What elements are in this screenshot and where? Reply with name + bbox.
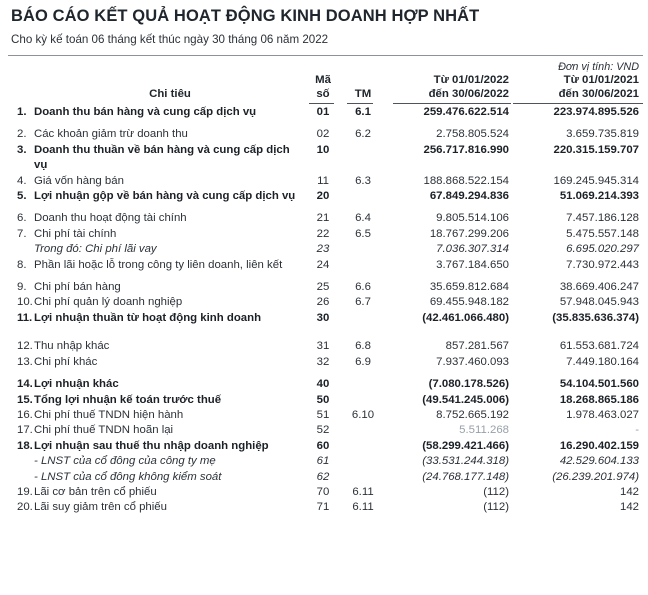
row-note-ref bbox=[340, 189, 386, 204]
table-row[interactable] bbox=[8, 242, 643, 257]
row-value-2022: 7.036.307.314 bbox=[436, 243, 509, 256]
column-header-code-line2: số bbox=[316, 88, 330, 100]
row-code: 52 bbox=[316, 424, 330, 437]
row-label: Chi phí tài chính bbox=[34, 227, 117, 240]
table-row[interactable] bbox=[8, 454, 643, 469]
table-row[interactable] bbox=[8, 174, 643, 189]
row-value-2021: 18.268.865.186 bbox=[559, 393, 639, 406]
row-label: Lợi nhuận khác bbox=[34, 378, 119, 391]
period-2021-line1: Từ 01/01/2021 bbox=[563, 74, 639, 86]
row-index: 1. bbox=[17, 106, 27, 118]
row-index: 18. bbox=[17, 439, 33, 452]
row-index: 16. bbox=[17, 408, 33, 421]
row-index: 3. bbox=[17, 143, 27, 156]
row-index: 8. bbox=[17, 258, 27, 271]
row-label: Tổng lợi nhuận kế toán trước thuế bbox=[34, 393, 222, 406]
row-value-2021: 223.974.895.526 bbox=[553, 106, 639, 118]
row-index: 6. bbox=[17, 212, 27, 225]
row-value-2022: 8.752.665.192 bbox=[436, 408, 509, 421]
row-code: 32 bbox=[316, 355, 330, 368]
row-index bbox=[8, 470, 34, 485]
column-header-index bbox=[8, 73, 34, 101]
row-value-2021: 7.730.972.443 bbox=[566, 258, 639, 271]
row-code: 11 bbox=[317, 174, 329, 187]
row-label: Lãi cơ bản trên cổ phiếu bbox=[34, 485, 157, 498]
column-header-note-label: TM bbox=[354, 88, 372, 100]
table-row[interactable] bbox=[8, 273, 643, 295]
row-note-ref bbox=[340, 242, 386, 257]
row-value-2022: 2.758.805.524 bbox=[436, 128, 509, 141]
row-code: 30 bbox=[316, 311, 330, 324]
row-value-2021: 1.978.463.027 bbox=[566, 408, 639, 421]
row-note-ref bbox=[340, 439, 386, 454]
row-index: 20. bbox=[17, 501, 33, 514]
row-code: 60 bbox=[316, 439, 330, 452]
row-value-2022: 3.767.184.650 bbox=[436, 258, 509, 271]
row-note-ref: 6.7 bbox=[355, 296, 371, 309]
row-value-2022: (7.080.178.526) bbox=[428, 378, 509, 391]
row-index: 11. bbox=[17, 311, 33, 324]
row-value-2022: 35.659.812.684 bbox=[429, 281, 509, 294]
row-note-ref bbox=[340, 311, 386, 326]
column-header-code bbox=[306, 73, 340, 101]
row-index: 12. bbox=[17, 340, 33, 353]
row-index: 4. bbox=[17, 174, 27, 187]
table-row[interactable] bbox=[8, 370, 643, 392]
row-label: Doanh thu thuần về bán hàng và cung cấp dịch vụ bbox=[34, 143, 290, 172]
row-code: 71 bbox=[316, 501, 330, 514]
row-value-2022: (112) bbox=[483, 485, 509, 498]
row-index: 9. bbox=[17, 281, 27, 294]
table-row[interactable] bbox=[8, 105, 643, 120]
table-row[interactable] bbox=[8, 204, 643, 226]
row-value-2021: - bbox=[635, 424, 639, 437]
row-value-2021: 38.669.406.247 bbox=[559, 281, 639, 294]
row-index bbox=[8, 454, 34, 469]
row-value-2021: 142 bbox=[619, 501, 639, 514]
row-note-ref: 6.9 bbox=[355, 355, 371, 368]
table-row[interactable] bbox=[8, 258, 643, 273]
row-label: Phần lãi hoặc lỗ trong công ty liên doanh, liên kết bbox=[34, 258, 283, 271]
row-index: 14. bbox=[17, 378, 33, 391]
row-value-2022: 857.281.567 bbox=[445, 340, 509, 353]
row-note-ref: 6.10 bbox=[351, 408, 375, 421]
row-code: 21 bbox=[316, 212, 330, 225]
row-note-ref: 6.6 bbox=[355, 281, 371, 294]
row-value-2021: 7.449.180.164 bbox=[566, 355, 639, 368]
row-value-2021: 3.659.735.819 bbox=[566, 128, 639, 141]
row-code: 01 bbox=[316, 106, 330, 118]
row-note-ref bbox=[340, 258, 386, 273]
row-note-ref bbox=[340, 470, 386, 485]
row-value-2022: (33.531.244.318) bbox=[422, 455, 509, 468]
row-code: 62 bbox=[316, 470, 330, 483]
period-2022-line1: Từ 01/01/2022 bbox=[433, 74, 509, 86]
row-value-2021: 142 bbox=[619, 485, 639, 498]
row-value-2022: 188.868.522.154 bbox=[423, 174, 509, 187]
row-note-ref: 6.11 bbox=[352, 501, 374, 514]
table-row[interactable] bbox=[8, 227, 643, 242]
row-value-2022: (112) bbox=[483, 501, 509, 514]
row-value-2022: 69.455.948.182 bbox=[429, 296, 509, 309]
row-value-2022: 259.476.622.514 bbox=[423, 106, 509, 118]
row-label: Lãi suy giảm trên cổ phiếu bbox=[34, 501, 167, 514]
row-label: Chi phí bán hàng bbox=[34, 281, 121, 294]
row-note-ref bbox=[340, 143, 386, 174]
row-value-2021: (35.835.636.374) bbox=[552, 311, 639, 324]
table-row[interactable] bbox=[8, 295, 643, 310]
row-value-2022: 67.849.294.836 bbox=[429, 190, 509, 203]
table-row[interactable] bbox=[8, 393, 643, 408]
row-label: Chi phí khác bbox=[34, 355, 98, 368]
row-value-2021: 54.104.501.560 bbox=[559, 378, 639, 391]
row-note-ref: 6.3 bbox=[355, 174, 371, 187]
row-code: 26 bbox=[316, 296, 330, 309]
row-index: 7. bbox=[17, 227, 27, 240]
row-label: Chi phí thuế TNDN hiện hành bbox=[34, 408, 184, 421]
table-row[interactable] bbox=[8, 120, 643, 142]
row-code: 61 bbox=[316, 455, 330, 468]
row-value-2021: 220.315.159.707 bbox=[553, 143, 639, 156]
row-code: 51 bbox=[316, 408, 330, 421]
period-2021-line2: đến 30/06/2021 bbox=[558, 88, 639, 100]
row-note-ref bbox=[340, 393, 386, 408]
row-note-ref bbox=[340, 423, 386, 438]
row-note-ref: 6.11 bbox=[352, 485, 374, 498]
column-header-item: Chi tiêu bbox=[149, 88, 191, 100]
row-index: 10. bbox=[17, 296, 33, 309]
row-code: 70 bbox=[316, 485, 330, 498]
row-index: 2. bbox=[17, 128, 27, 141]
column-header-period-2021 bbox=[513, 73, 643, 101]
row-value-2022: (42.461.066.480) bbox=[422, 311, 509, 324]
row-value-2021: 7.457.186.128 bbox=[566, 212, 639, 225]
row-index: 15. bbox=[17, 393, 33, 406]
column-header-period-2022 bbox=[386, 73, 513, 101]
row-index: 5. bbox=[17, 190, 27, 203]
column-header-note bbox=[340, 73, 386, 101]
row-label: Thu nhập khác bbox=[34, 340, 110, 353]
row-note-ref: 6.5 bbox=[355, 227, 371, 240]
row-code: 02 bbox=[316, 128, 330, 141]
row-value-2022: 5.511.268 bbox=[459, 424, 509, 437]
row-label: Doanh thu bán hàng và cung cấp dịch vụ bbox=[34, 106, 257, 118]
row-value-2021: 5.475.557.148 bbox=[566, 227, 639, 240]
row-note-ref: 6.4 bbox=[355, 212, 371, 225]
row-code: 50 bbox=[316, 393, 330, 406]
row-code: 31 bbox=[316, 340, 330, 353]
page-title: BÁO CÁO KẾT QUẢ HOẠT ĐỘNG KINH DOANH HỢP NHẤT bbox=[11, 7, 480, 25]
row-code: 10 bbox=[316, 143, 330, 156]
row-note-ref: 6.2 bbox=[355, 128, 371, 141]
table-row[interactable] bbox=[8, 470, 643, 485]
row-note-ref bbox=[340, 370, 386, 392]
table-body bbox=[8, 105, 643, 516]
row-label: Doanh thu hoạt động tài chính bbox=[34, 212, 187, 225]
row-note-ref bbox=[340, 454, 386, 469]
row-label: Giá vốn hàng bán bbox=[34, 174, 124, 187]
period-2022-line2: đến 30/06/2022 bbox=[428, 88, 509, 100]
row-index: 13. bbox=[17, 355, 33, 368]
table-row[interactable] bbox=[8, 500, 643, 515]
row-value-2021: (26.239.201.974) bbox=[552, 470, 639, 483]
table-row[interactable] bbox=[8, 423, 643, 438]
row-code: 40 bbox=[316, 378, 330, 391]
row-value-2021: 57.948.045.943 bbox=[559, 296, 639, 309]
row-label: - LNST của cổ đông không kiểm soát bbox=[34, 470, 222, 483]
row-value-2021: 6.695.020.297 bbox=[566, 243, 639, 256]
row-value-2022: 18.767.299.206 bbox=[429, 227, 509, 240]
row-index: 19. bbox=[17, 485, 33, 498]
row-label: Lợi nhuận sau thuế thu nhập doanh nghiệp bbox=[34, 439, 269, 452]
row-label: - LNST của cổ đông của công ty mẹ bbox=[34, 455, 216, 468]
table-row[interactable] bbox=[8, 439, 643, 454]
row-value-2022: (58.299.421.466) bbox=[422, 439, 509, 452]
row-value-2021: 16.290.402.159 bbox=[559, 439, 639, 452]
column-header-code-line1: Mã bbox=[315, 74, 331, 86]
page-subtitle: Cho kỳ kế toán 06 tháng kết thúc ngày 30 tháng 06 năm 2022 bbox=[11, 33, 329, 46]
table-header-row bbox=[8, 73, 643, 101]
row-index bbox=[8, 242, 34, 257]
row-code: 20 bbox=[316, 190, 330, 203]
row-value-2021: 169.245.945.314 bbox=[553, 174, 639, 187]
row-note-ref: 6.1 bbox=[355, 106, 371, 118]
row-value-2021: 42.529.604.133 bbox=[559, 455, 639, 468]
row-label: Các khoản giảm trừ doanh thu bbox=[34, 128, 188, 141]
row-value-2021: 61.553.681.724 bbox=[559, 340, 639, 353]
table-row[interactable] bbox=[8, 326, 643, 354]
row-value-2021: 51.069.214.393 bbox=[559, 190, 639, 203]
row-code: 22 bbox=[316, 227, 330, 240]
row-value-2022: (49.541.245.006) bbox=[422, 393, 509, 406]
table-row[interactable] bbox=[8, 143, 643, 174]
table-row[interactable] bbox=[8, 355, 643, 370]
row-index: 17. bbox=[17, 424, 33, 437]
row-label: Lợi nhuận thuần từ hoạt động kinh doanh bbox=[34, 311, 262, 324]
row-note-ref: 6.8 bbox=[355, 340, 371, 353]
table-row[interactable] bbox=[8, 408, 643, 423]
table-header bbox=[8, 73, 643, 105]
income-statement-table bbox=[8, 73, 643, 516]
row-code: 23 bbox=[316, 243, 330, 256]
row-label: Lợi nhuận gộp về bán hàng và cung cấp dịch vụ bbox=[34, 190, 296, 203]
row-value-2022: 7.937.460.093 bbox=[436, 355, 509, 368]
row-code: 25 bbox=[316, 281, 330, 294]
table-row[interactable] bbox=[8, 485, 643, 500]
row-value-2022: 9.805.514.106 bbox=[436, 212, 509, 225]
table-row[interactable] bbox=[8, 311, 643, 326]
row-code: 24 bbox=[316, 258, 330, 271]
row-label: Trong đó: Chi phí lãi vay bbox=[34, 243, 157, 256]
row-value-2022: (24.768.177.148) bbox=[422, 470, 509, 483]
currency-unit-note: Đơn vị tính: VND bbox=[558, 61, 639, 73]
table-row[interactable] bbox=[8, 189, 643, 204]
row-value-2022: 256.717.816.990 bbox=[423, 143, 509, 156]
row-label: Chi phí quản lý doanh nghiệp bbox=[34, 296, 183, 309]
row-label: Chi phí thuế TNDN hoãn lại bbox=[34, 424, 174, 437]
